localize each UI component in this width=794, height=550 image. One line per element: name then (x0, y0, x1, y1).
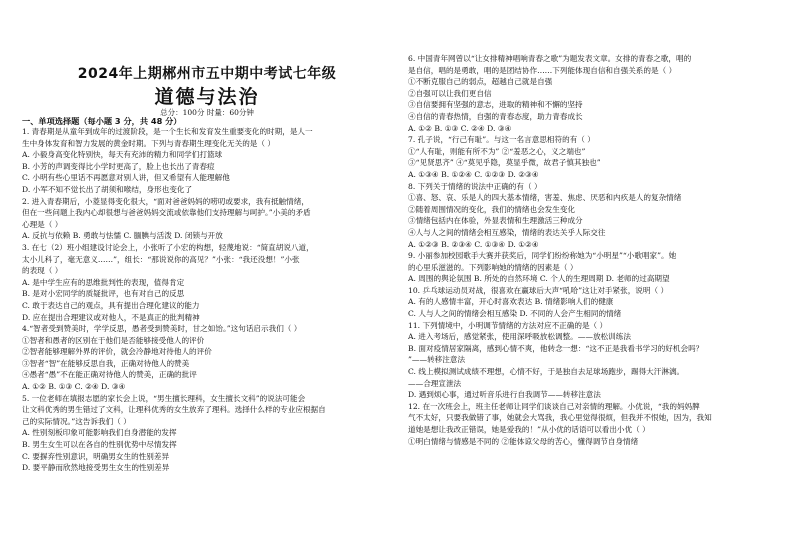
question-line: D. 遇到烦心事，通过听音乐进行自我调节——转移注意法 (408, 390, 601, 400)
question-line: ”——转移注意法 (408, 355, 466, 365)
question-line: ①智者和愚者的区别在于他们是否能够接受他人的评价 (22, 335, 205, 345)
question-line: ④人与人之间的情绪会相互感染，情绪的表达关乎人际交往 (408, 227, 606, 237)
question-line: 8. 下列关于情绪的说法中正确的有（ ） (408, 181, 542, 191)
question-line: A. ①③④ B. ①②④ C. ①②③ D. ②③④ (408, 169, 539, 179)
question-line: B. 是对小宏同学的质疑批评，也有对自己的反思 (22, 289, 185, 299)
question-line: C. 人与人之间的情绪会相互感染 D. 不同的人会产生相同的情绪 (408, 309, 622, 319)
question-line: 气不太好，只要我做错了事，她就会大骂我，我心里觉得很烦，但我并不恨她，因为，我知 (408, 413, 712, 423)
question-line: 1. 青春期是从童年到成年的过渡阶段，是一个生长和发育发生重要变化的时期，是人一 (22, 127, 313, 136)
question-line: D. 要平静而欣然地接受男生女生的性别差异 (22, 463, 170, 473)
question-line: D. 小军不知不觉长出了胡须和喉结，身形也变化了 (22, 184, 193, 194)
section-heading: 一、单项选择题（每小题 3 分，共 48 分） (22, 116, 182, 126)
question-line: ①明白情绪与情感是不同的 ②能体谅父母的苦心，懂得调节自身情绪 (408, 436, 639, 446)
question-line: 心理是（ ） (22, 219, 63, 229)
question-line: A. 是中学生应有的思维批判性的表现，值得肯定 (22, 277, 185, 287)
question-line: 的表现（ ） (22, 266, 63, 276)
question-line: B. 小芳的声调变得比小学时更高了，脸上也长出了青春痘 (22, 161, 215, 171)
question-line: D. 应在提出合理建议或对他人，不是真正的批判精神 (22, 312, 200, 322)
question-line: A. 周围的舆论氛围 B. 所处的自然环境 C. 个人的生理周期 D. 老师的过高期望 (408, 274, 670, 284)
question-line: C. 小明有些心里话不再愿意对别人讲，但又希望有人能理解他 (22, 173, 230, 183)
question-line: 5. 一位老师在填报志愿的家长会上说，“男生擅长理科，女生擅长文科”的说法可能会 (22, 393, 306, 403)
exam-meta: 总分：100分 时量：60分钟 (160, 108, 254, 117)
question-line: A. ①② B. ①③ C. ②④ D. ③④ (408, 123, 512, 133)
question-line: ③自信要拥有坚强的意志，进取的精神和不懈的坚持 (408, 100, 583, 110)
question-line: ②随着周围情况的变化，我们的情绪也会发生变化 (408, 204, 576, 214)
question-line: B. 男生女生可以在各自的性别优势中尽情发挥 (22, 440, 177, 450)
question-line: ③情绪包括内在体验，外显表情和生理激活三种成分 (408, 216, 583, 226)
question-line: A. ①② B. ①③ C. ②④ D. ③④ (22, 382, 126, 392)
question-line: A. 进入考场后，感觉紧张，使用深呼吸放松调整。——放松训练法 (408, 332, 631, 342)
question-line: 太小儿科了，毫无意义……”，组长：“那说说你的高见？”小张：“我还没想！”小张 (22, 254, 300, 264)
right-question-text (408, 53, 788, 447)
question-line: C. 要摒弃性别意识，明确男女生的性别差异 (22, 451, 170, 461)
question-line: 6. 中国青年网曾以“让女排精神唱响青春之歌”为题发表文章。女排的青春之歌，唱的 (408, 54, 692, 63)
question-line: A. 小毅身高变化特别快，每天有充沛的精力和同学们打篮球 (22, 150, 223, 160)
question-line: A. ①②③ B. ②③④ C. ①③④ D. ①②④ (408, 239, 539, 249)
question-line: 的心里乐滋滋的。下列影响她的情绪的因素是（ ） (408, 262, 578, 272)
question-line: ④愚者“愚”不在能正确对待他人的赞美，正确的批评 (22, 370, 197, 380)
subject-title: 道德与法治 (154, 86, 260, 108)
question-line: 2. 进入青春期后，小菱显得变化很大，“面对爸爸妈妈的唠叨或要求，我有抵触情绪， (22, 196, 309, 206)
question-line: ②智者能够理解外界的评价，就会冷静地对待他人的评价 (22, 347, 212, 357)
question-line: A. 有的人感情丰富，开心时喜欢表达 B. 情绪影响人们的健康 (408, 297, 614, 307)
exam-title: 2024年上期郴州市五中期中考试七年级 (77, 66, 337, 82)
question-line: ①“人有耻，则能有所不为” ②“羞恶之心，义之端也” (408, 146, 586, 156)
question-line: 11. 下列情境中，小明调节情绪的方法对应不正确的是（ ） (408, 320, 608, 330)
question-line: 己的实际情况。”这告诉我们（ ） (22, 416, 131, 426)
question-line: 是自信，唱的是勇敢，唱的是团结协作……下列能体现自信和自强关系的是（ ） (408, 65, 677, 75)
question-line: 让文科优秀的男生错过了文科，让理科优秀的女生放弃了理科。选择什么样的专业应根据自 (22, 405, 326, 415)
question-line: 生中身体发育和智力发展的黄金时期。下列与青春期生理变化无关的是（ ） (22, 138, 276, 148)
question-line: 9. 小丽参加校园歌手大赛并获奖后，同学们纷纷称她为“小明星”“小歌唱家”。她 (408, 251, 677, 261)
question-line: ③“见贤思齐” ④“莫见乎隐，莫显乎微，故君子慎其独也” (408, 158, 601, 168)
question-line: A. 性别刻板印象可能影响我们自身潜能的发挥 (22, 428, 177, 438)
question-line: A. 反抗与依赖 B. 勇敢与怯懦 C. 腼腆与活泼 D. 闭锁与开放 (22, 231, 223, 241)
question-line: ①喜、怒、哀、乐是人的四大基本情绪，害羞、焦虑、厌恶和内疚是人的复杂情绪 (408, 193, 682, 203)
question-line: ③智者“智”在能够反思自我，正确对待他人的赞美 (22, 358, 190, 368)
question-line: ④自信的青春热情，自强的青春态度，助力青春成长 (408, 111, 583, 121)
question-line: 3. 在七（2）班小组建设讨论会上，小张听了小宏的构想，轻蔑地说：“简直胡说八道， (22, 242, 314, 252)
question-line: ①不断克服自己的弱点，超越自己就是自强 (408, 77, 553, 87)
question-line: 但在一些问题上我内心却很想与爸爸妈妈交流或依靠他们支持理解与呵护。”小美的矛盾 (22, 208, 311, 218)
question-line: 10. 乒乓球运动员对战，很喜欢在赢球后大声“吼哈”这让对手紧张，说明（ ） (408, 285, 669, 295)
question-line: ——合理宣泄法 (408, 378, 462, 388)
question-line: 7. 孔子说，“行己有耻”。与这一名言意思相符的有（ ） (408, 135, 595, 145)
question-line: 道她是想让我改正错误，她是爱我的！”从小优的话语可以看出小优（ ） (408, 425, 650, 434)
question-line: B. 面对疫情居家隔离，感到心情不爽，他转念一想：“这不正是我看书学习的好机会吗？ (408, 343, 704, 353)
question-line: C. 线上模拟测试成绩不理想，心情不好，于是独自去足球场跑步，踢得大汗淋漓。 (408, 367, 685, 377)
question-line: 12. 在一次班会上，班主任老师让同学们谈谈自己对亲情的理解。小优说，“我的妈妈脾 (408, 401, 700, 411)
question-line: 4.“智者受到赞美时，学学反思，愚者受到赞美时，甘之如饴。”这句话启示我们（ ） (22, 324, 302, 334)
question-line: ②自强可以让我们更自信 (408, 88, 492, 98)
question-line: C. 敢于表达自己的观点，具有提出合理化建议的能力 (22, 300, 200, 310)
left-question-text (22, 126, 396, 474)
